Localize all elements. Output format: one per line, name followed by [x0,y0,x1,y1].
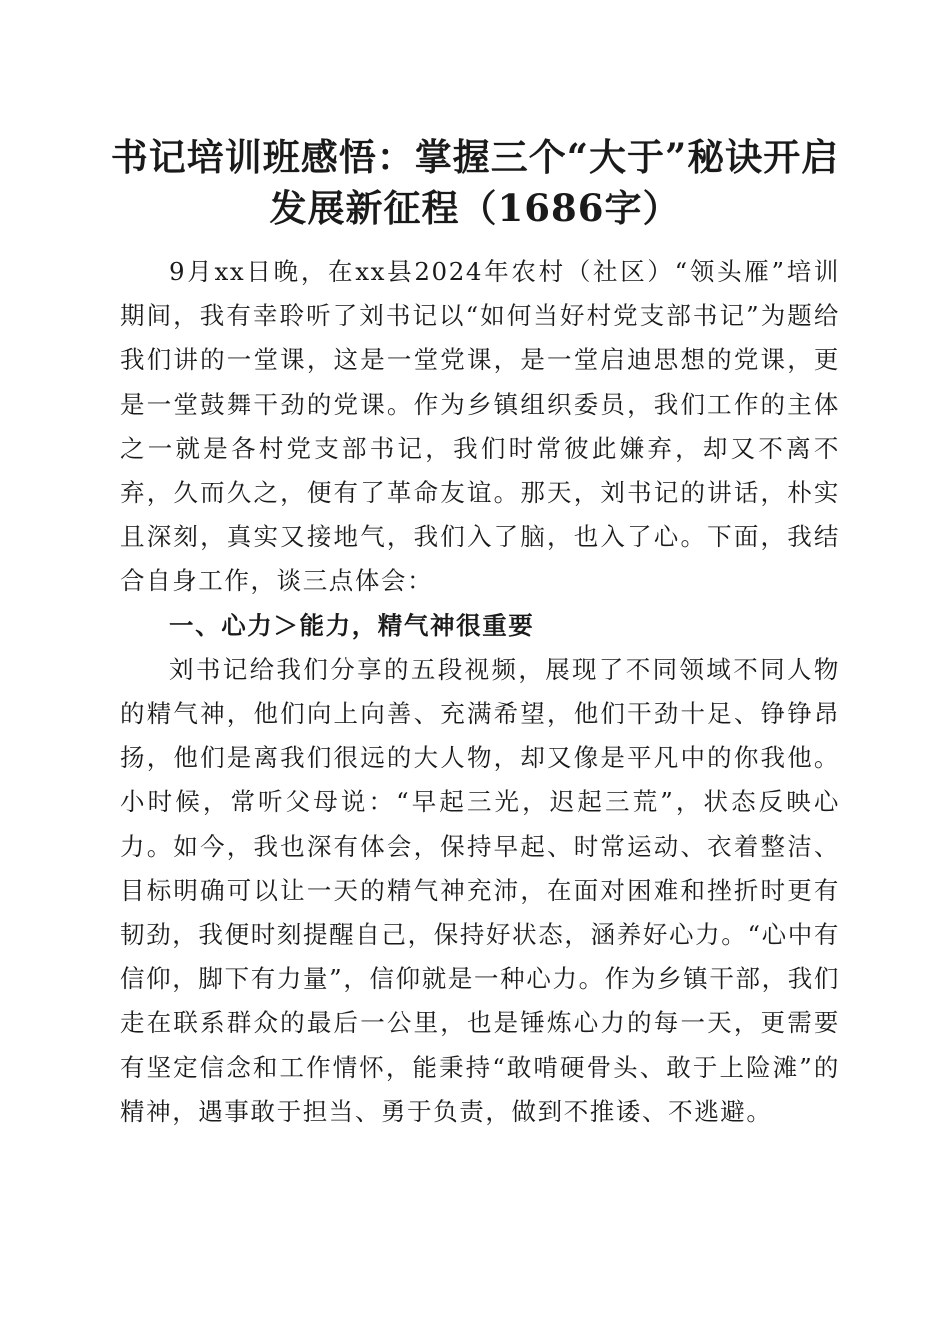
section-1-paragraph: 刘书记给我们分享的五段视频，展现了不同领域不同人物的精气神，他们向上向善、充满希望，他们干劲十足、铮铮昂扬，他们是离我们很远的大人物，却又像是平凡中的你我他。小时候，常听父母说：“早起三光，迟起三荒”，状态反映心力。如今，我也深有体会，保持早起、时常运动、衣着整洁、目标明确可以让一天的精气神充沛，在面对困难和挫折时更有韧劲，我便时刻提醒自己，保持好状态，涵养好心力。“心中有信仰，脚下有力量”，信仰就是一种心力。作为乡镇干部，我们走在联系群众的最后一公里，也是锤炼心力的每一天，更需要有坚定信念和工作情怀，能秉持“敢啃硬骨头、敢于上险滩”的精神，遇事敢于担当、勇于负责，做到不推诿、不逃避。 [120,654,840,1126]
document-title [100,132,850,234]
title-line-2: 发展新征程（1686字） [269,186,681,230]
title-line-1: 书记培训班感悟：掌握三个“大于”秘诀开启 [110,135,840,179]
intro-paragraph: 9月xx日晚，在xx县2024年农村（社区）“领头雁”培训期间，我有幸聆听了刘书记以“如何当好村党支部书记”为题给我们讲的一堂课，这是一堂党课，是一堂启迪思想的党课，更是一堂鼓舞干劲的党课。作为乡镇组织委员，我们工作的主体之一就是各村党支部书记，我们时常彼此嫌弃，却又不离不弃，久而久之，便有了革命友谊。那天，刘书记的讲话，朴实且深刻，真实又接地气，我们入了脑，也入了心。下面，我结合自身工作，谈三点体会： [120,257,840,596]
document-body [120,250,840,1134]
section-heading-1: 一、心力＞能力，精气神很重要 [169,610,535,640]
